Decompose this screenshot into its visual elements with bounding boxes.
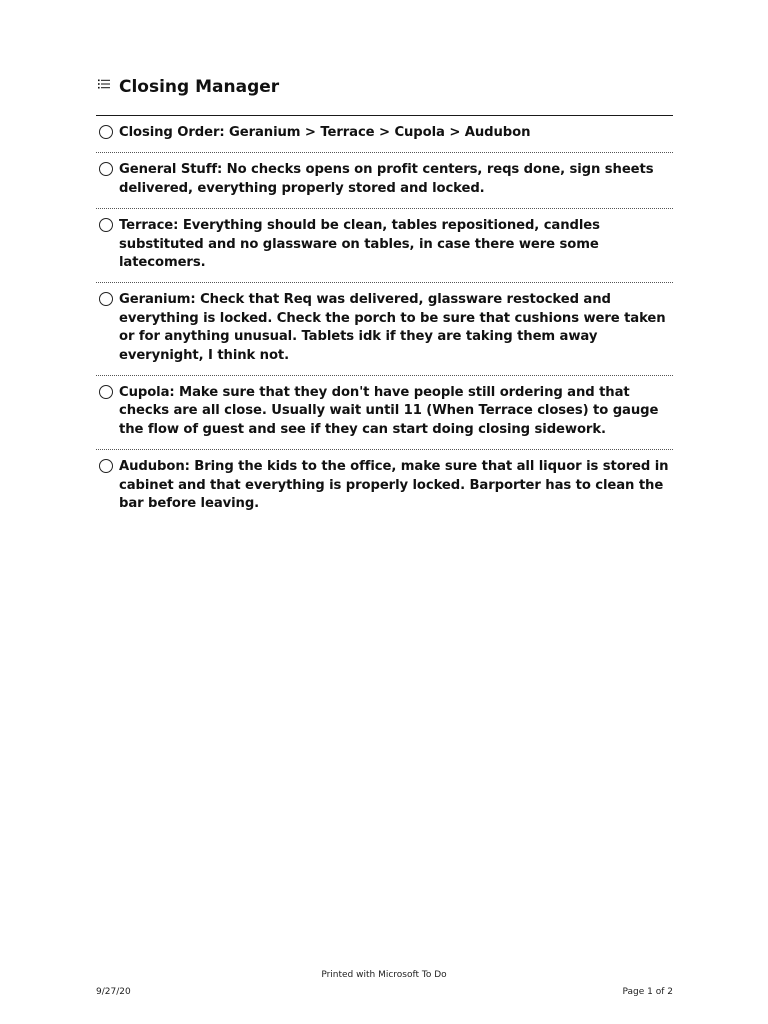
task-checkbox-circle[interactable] (99, 125, 113, 139)
task-text: Terrace: Everything should be clean, tables repositioned, candles substituted and no glassware on tables, in case there were some latecomers. (119, 218, 600, 271)
task-text: General Stuff: No checks opens on profit centers, reqs done, sign sheets delivered, everything properly stored and locked. (119, 162, 654, 196)
list-header (96, 76, 673, 116)
task-item (96, 153, 673, 209)
task-item (96, 376, 673, 450)
task-checkbox-circle[interactable] (99, 218, 113, 232)
task-text: Geranium: Check that Req was delivered, glassware restocked and everything is locked. Check the porch to be sure that cushions were taken or for anything unusual. Tablets idk if they are taking them away everynight, I think not. (119, 292, 666, 363)
task-item (96, 450, 673, 523)
list-icon (98, 79, 110, 89)
task-text: Audubon: Bring the kids to the office, make sure that all liquor is stored in cabinet and that everything is properly locked. Barporter has to clean the bar before leaving. (119, 459, 669, 512)
task-text: Cupola: Make sure that they don't have people still ordering and that checks are all close. Usually wait until 11 (When Terrace closes) to gauge the flow of guest and see if they can start doing closing sidework. (119, 385, 659, 437)
task-checkbox-circle[interactable] (99, 385, 113, 399)
task-checkbox-circle[interactable] (99, 292, 113, 306)
task-list (96, 116, 673, 524)
task-item (96, 116, 673, 153)
task-item (96, 283, 673, 376)
task-text: Closing Order: Geranium > Terrace > Cupola > Audubon (119, 125, 531, 140)
page-number: Page 1 of 2 (622, 987, 673, 997)
task-checkbox-circle[interactable] (99, 162, 113, 176)
printed-page (96, 0, 673, 1024)
printed-with-label: Printed with Microsoft To Do (321, 970, 447, 980)
page-title: Closing Manager (119, 77, 280, 97)
task-checkbox-circle[interactable] (99, 459, 113, 473)
print-date: 9/27/20 (96, 987, 131, 997)
task-item (96, 209, 673, 283)
